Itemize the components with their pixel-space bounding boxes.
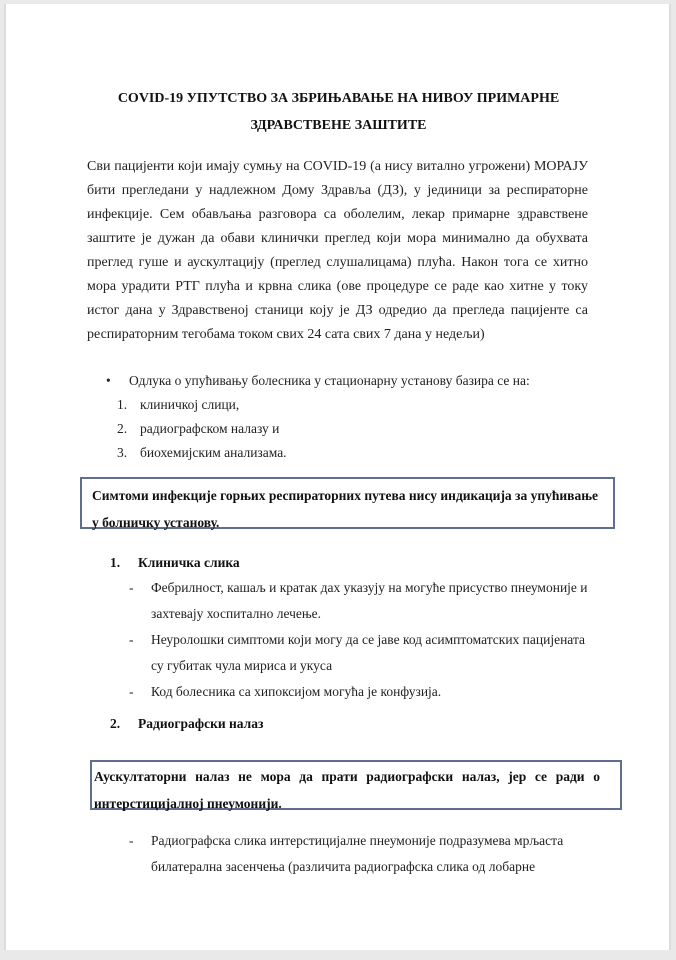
dash-icon: -	[129, 684, 134, 699]
dash-icon: -	[129, 580, 134, 595]
dash-text: Фебрилност, кашаљ и кратак дах указују на могуће присуство пнеумоније и захтевају хоспитално лечење.	[151, 580, 588, 621]
item-number: 1.	[117, 397, 128, 412]
clinical-dash-list	[129, 575, 599, 705]
document-page	[4, 4, 671, 950]
section-number: 2.	[110, 716, 121, 731]
document-title	[66, 85, 611, 139]
dash-icon: -	[129, 833, 134, 848]
dash-text: Неуролошки симптоми који могу да се јаве код асимптоматских пацијената су губитак чула мириса и укуса	[151, 632, 586, 673]
intro-paragraph: Сви пацијенти који имају сумњу на COVID-19 (а нису витално угрожени) МОРАЈУ бити прегледани у надлежном Дому Здравља (ДЗ), у јединици за респираторне инфекције. Сем обављања разговора са оболелим, лекар примарне здравствене заштите је дужан да обави клинички преглед који мора минимално да обухвата преглед гуше и аускултацију (преглед слушалицама) плућа. Након тога се хитно мора урадити РТГ плућа и крвна слика (ове процедуре се раде као хитне у току истог дана у Здравственој станици коју је ДЗ одредио да прегледа пацијенте са респираторним тегобама током свих 24 сата свих 7 дана у недељи)	[87, 159, 588, 342]
dash-item	[129, 828, 599, 880]
dash-item	[129, 575, 599, 627]
title-line-1: COVID-19 УПУТСТВО ЗА ЗБРИЊАВАЊЕ НА НИВОУ ПРИМАРНЕ	[117, 91, 560, 106]
item-number: 2.	[117, 421, 128, 436]
item-text: радиографском налазу и	[140, 421, 280, 436]
highlight-line-2: интерстицијалној пнеумонији.	[94, 796, 282, 811]
highlight-text: Симтоми инфекције горњих респираторних путева нису индикација за упућивање у болничку установу.	[92, 488, 598, 530]
bullet-icon: •	[106, 373, 111, 388]
section-number: 1.	[110, 555, 121, 570]
section-heading-clinical	[110, 555, 240, 571]
highlight-box-auscultation	[90, 760, 622, 810]
dash-item	[129, 679, 599, 705]
bullet-text: Одлука о упућивању болесника у стационарну установу базира се на:	[129, 373, 530, 388]
dash-icon: -	[129, 632, 134, 647]
item-text: клиничкој слици,	[140, 397, 240, 412]
dash-item	[129, 627, 599, 679]
item-text: биохемијским анализама.	[140, 445, 287, 460]
section-title: Клиничка слика	[138, 555, 240, 570]
dash-text: Код болесника са хипоксијом могућа је конфузија.	[151, 684, 442, 699]
title-line-2: ЗДРАВСТВЕНЕ ЗАШТИТЕ	[250, 118, 427, 133]
highlight-box-symptoms	[80, 477, 615, 529]
dash-text: Радиографска слика интерстицијалне пнеумоније подразумева мрљаста билатерална засенчења (различита радиографска слика од лобарне	[151, 833, 564, 874]
section-heading-radiographic	[110, 716, 263, 732]
radiographic-dash-list	[129, 828, 599, 880]
item-number: 3.	[117, 445, 128, 460]
highlight-line-1: Аускултаторни налаз не мора да прати радиографски налаз, јер се ради о	[94, 769, 600, 784]
section-title: Радиографски налаз	[138, 716, 264, 731]
